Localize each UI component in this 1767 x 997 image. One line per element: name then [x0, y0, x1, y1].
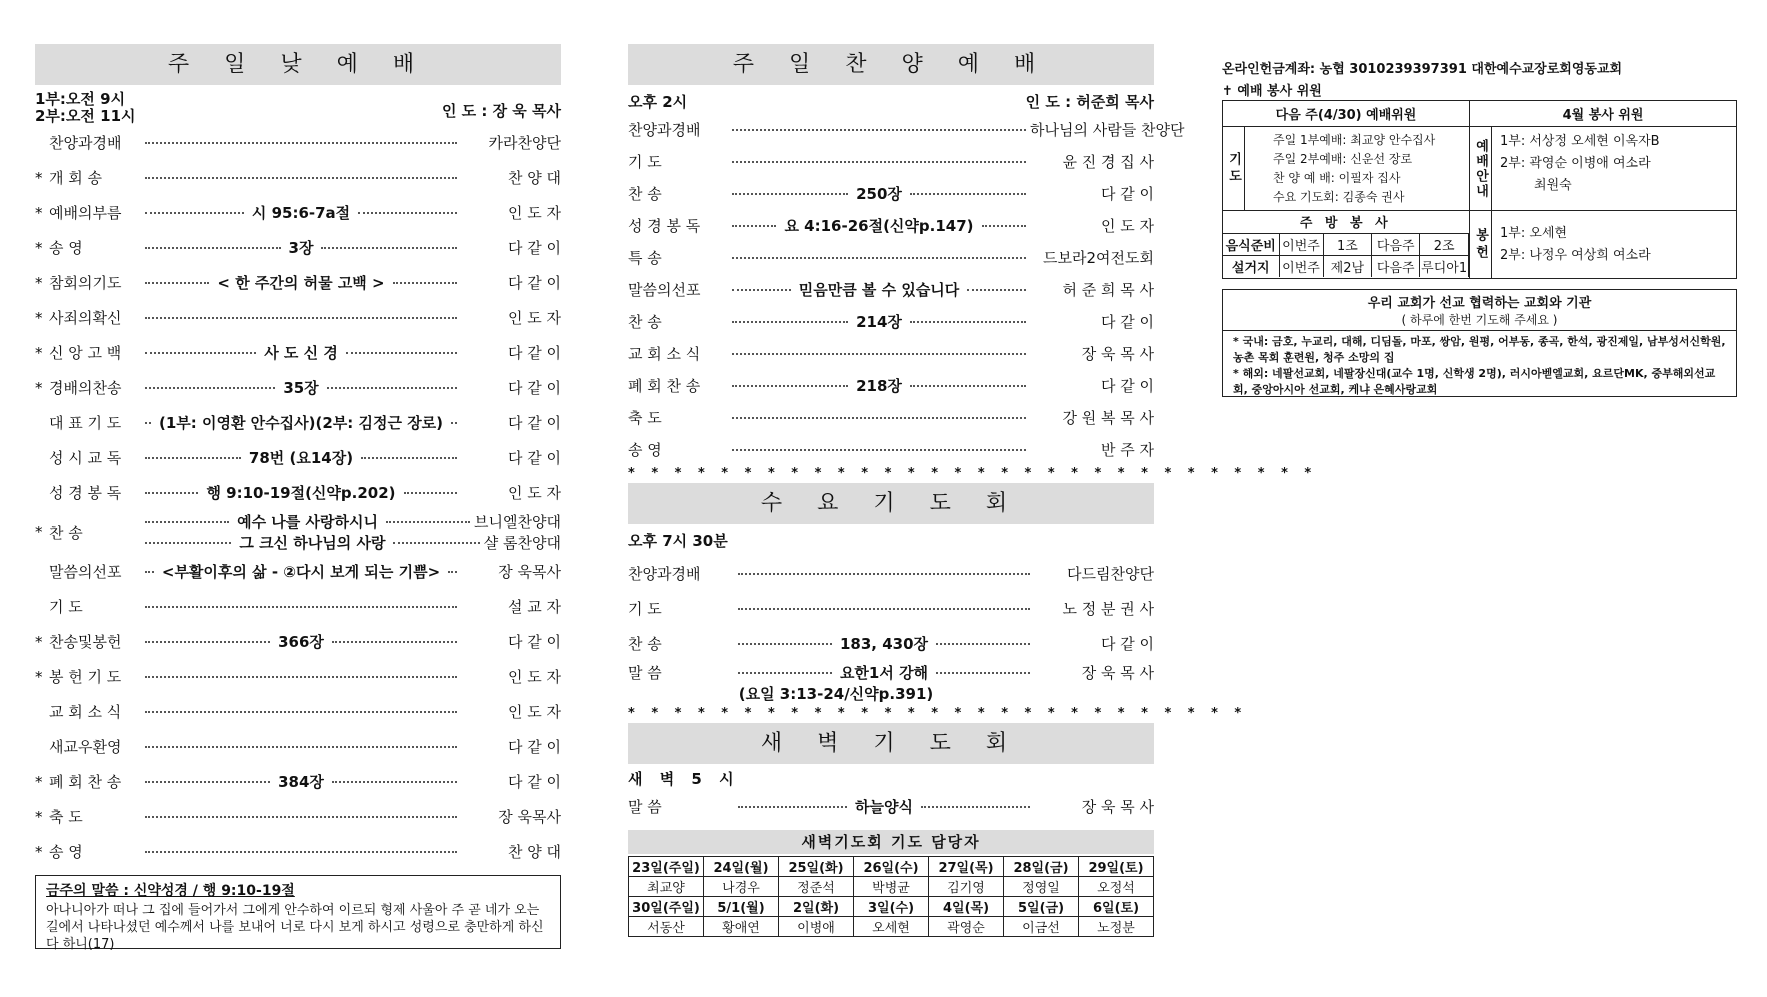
- sunday-order-item: [35, 440, 561, 475]
- order-label: 찬 송: [628, 635, 662, 653]
- order-detail: 384장: [278, 773, 324, 791]
- sunday-order-item: [35, 160, 561, 195]
- sunday-order-item: [35, 729, 561, 764]
- mission-domestic: * 국내: 금호, 누교리, 대해, 디딤돌, 마포, 쌍암, 원평, 어부동, 종곡, 한석, 광진제일, 남부성서신학원, 농촌 목회 훈련원, 청주 소망의 집: [1233, 335, 1726, 364]
- order-star: *: [35, 273, 43, 292]
- order-person: 다 같 이: [1100, 312, 1154, 331]
- order-label: 성 경 봉 독: [49, 484, 122, 502]
- praise-order-item: [628, 241, 1154, 273]
- order-person: 장 욱목사: [498, 563, 562, 581]
- sunday-service-column: [35, 44, 562, 952]
- order-person: 강 원 복 목 사: [1062, 408, 1154, 427]
- kitchen-cell-value: 루디아1: [1420, 255, 1469, 277]
- order-star: *: [35, 168, 43, 187]
- order-label: 폐 회 찬 송: [49, 773, 122, 791]
- sunday-order-item: [35, 195, 561, 230]
- praise-order-item: [628, 337, 1154, 369]
- weekly-verse-title: 금주의 말씀 : 신약성경 / 행 9:10-19절: [46, 883, 295, 899]
- dawn-time: 새 벽 5 시: [628, 770, 740, 788]
- order-person: 하나님의 사람들 찬양단: [1030, 120, 1185, 139]
- kitchen-cell-value: 1조: [1323, 233, 1372, 255]
- order-label: 성 시 교 독: [49, 449, 122, 467]
- order-person: 카라찬양단: [488, 134, 561, 152]
- order-detail: 250장: [856, 184, 902, 203]
- sunday-order-item: [35, 405, 561, 440]
- offering-account: 온라인헌금계좌: 농협 3010239397391 대한예수교장로회영동교회: [1222, 62, 1623, 77]
- order-person: 드보라2여전도회: [1043, 248, 1154, 267]
- sunday-order-item: [35, 589, 561, 624]
- kitchen-cell-value: 설거지: [1223, 255, 1279, 277]
- kitchen-title: 주 방 봉 사: [1223, 211, 1469, 233]
- dawn-name: 황애연: [704, 917, 779, 937]
- praise-order-list: [628, 113, 1185, 465]
- dawn-name: 오정석: [1079, 877, 1154, 897]
- kitchen-row: [1223, 255, 1469, 277]
- praise-order-item: [628, 177, 1154, 209]
- order-person: 다 같 이: [507, 239, 561, 257]
- dawn-days-row: [629, 857, 1154, 877]
- kitchen-cell-value: 2조: [1420, 233, 1469, 255]
- order-person: 다 같 이: [1100, 184, 1154, 203]
- service-volunteers-title: ✝ 예배 봉사 위원: [1222, 84, 1322, 99]
- sunday-time-1: 1부:오전 9시: [35, 90, 126, 108]
- order-star: *: [35, 842, 43, 861]
- choir-name-2: 샬 롬찬양대: [483, 534, 562, 552]
- guide-line: 최원숙: [1534, 178, 1572, 193]
- wednesday-sermon-label: 말 씀: [628, 663, 662, 682]
- kitchen-cell-value: 이번주: [1279, 233, 1323, 255]
- praise-service-title: 주 일 찬 양 예 배: [628, 44, 1154, 85]
- order-person: 다 같 이: [1100, 376, 1154, 395]
- praise-order-item: [628, 369, 1154, 401]
- offer-line: 1부: 오세현: [1500, 225, 1568, 241]
- dawn-day: 23일(주일): [629, 857, 704, 877]
- april-header: 4월 봉사 위원: [1470, 101, 1737, 127]
- sunday-order-item: [35, 764, 561, 799]
- order-label: 새교우환영: [49, 738, 122, 756]
- weekly-verse-text: 아나니아가 떠나 그 집에 들어가서 그에게 안수하여 이르되 형제 사울아 주 곧 네가 오는 길에서 나타나셨던 예수께서 나를 보내어 너로 다시 보게 하시고 성령으로 충만하게 하신다 하니(17): [46, 903, 544, 952]
- order-person: 반 주 자: [1100, 440, 1154, 459]
- sunday-order-item: [35, 799, 561, 834]
- order-person: 설 교 자: [507, 598, 561, 616]
- order-label: 기 도: [628, 152, 662, 171]
- wednesday-order-item: [628, 626, 1154, 661]
- order-label: 참회의기도: [49, 274, 122, 292]
- order-detail: 믿음만큼 볼 수 있습니다: [798, 280, 960, 299]
- order-label: 송 영: [49, 239, 83, 257]
- order-detail: < 한 주간의 허물 고백 >: [217, 274, 385, 292]
- order-detail: 3장: [288, 239, 314, 257]
- kitchen-table: [1223, 211, 1469, 277]
- sunday-order-item: [35, 475, 561, 510]
- prayer-line: 찬 양 예 배: 이필자 집사: [1273, 170, 1401, 185]
- info-column: [1222, 58, 1737, 397]
- offer-line: 2부: 나정우 여상희 여소라: [1500, 247, 1651, 263]
- order-label: 찬 송: [628, 184, 662, 203]
- kitchen-cell-value: 다음주: [1372, 255, 1420, 277]
- guide-line: 1부: 서상정 오세현 이옥자B: [1500, 134, 1660, 149]
- order-person: 장 욱 목 사: [1081, 344, 1154, 363]
- wednesday-order-item: [628, 591, 1154, 626]
- dawn-sermon-title: 하늘양식: [855, 797, 913, 816]
- prayer-line: 수요 기도회: 김종숙 권사: [1273, 189, 1405, 204]
- guide-list: [1492, 127, 1737, 211]
- order-star: *: [35, 772, 43, 791]
- kitchen-cell: [1223, 211, 1470, 279]
- dawn-name: 최교양: [629, 877, 704, 897]
- kitchen-cell-value: 음식준비: [1223, 233, 1279, 255]
- order-label: 대 표 기 도: [49, 414, 122, 432]
- sunday-order-item: [35, 694, 561, 729]
- order-label: 찬양과경배: [628, 120, 701, 139]
- order-star: *: [35, 203, 43, 222]
- order-person: 다 같 이: [507, 773, 561, 791]
- choir-song-2: 그 크신 하나님의 사랑: [239, 534, 386, 552]
- order-detail: 78번 (요14장): [248, 449, 354, 467]
- order-label: 경배의찬송: [49, 379, 122, 397]
- wednesday-time: 오후 7시 30분: [628, 532, 728, 550]
- praise-order-item: [628, 209, 1154, 241]
- order-star: *: [35, 667, 43, 686]
- dawn-day: 29일(토): [1079, 857, 1154, 877]
- kitchen-cell-value: 제2남: [1323, 255, 1372, 277]
- dawn-name: 이금선: [1004, 917, 1079, 937]
- dawn-name: 노정분: [1079, 917, 1154, 937]
- choir-row: [35, 510, 561, 554]
- sunday-order-item: [35, 335, 561, 370]
- order-person: 노 정 분 권 사: [1062, 600, 1154, 618]
- order-label: 찬양과경배: [49, 134, 122, 152]
- dawn-name: 김기영: [929, 877, 1004, 897]
- kitchen-cell-value: 다음주: [1372, 233, 1420, 255]
- order-detail: 183, 430장: [839, 635, 929, 653]
- praise-leader: 인 도 : 허준희 목사: [1025, 93, 1154, 111]
- sunday-order-item: [35, 554, 561, 589]
- guide-line: 2부: 곽영순 이병애 여소라: [1500, 156, 1651, 171]
- order-label: 축 도: [49, 808, 83, 826]
- sunday-order-list: [35, 125, 561, 510]
- order-person: 다 같 이: [508, 414, 562, 432]
- mission-overseas: * 해외: 네팔선교회, 네팔장신대(교수 1명, 신학생 2명), 러시아벧엘교회, 요르단MK, 중부해외선교회, 중앙아시아 선교회, 케냐 은혜사랑교회: [1233, 367, 1716, 396]
- dawn-day: 5/1(월): [704, 897, 779, 917]
- order-person: 다 같 이: [1101, 635, 1155, 653]
- dawn-sermon-row: [628, 792, 1154, 820]
- sunday-order-item: [35, 300, 561, 335]
- choir-song-1: 예수 나를 사랑하시니: [237, 513, 378, 531]
- order-detail: 366장: [278, 633, 324, 651]
- order-label: 송 영: [628, 440, 662, 459]
- praise-order-item: [628, 113, 1185, 145]
- order-star: *: [35, 807, 43, 826]
- kitchen-row: [1223, 233, 1469, 255]
- dawn-day: 6일(토): [1079, 897, 1154, 917]
- order-label: 찬양과경배: [628, 565, 701, 583]
- order-star: *: [35, 238, 43, 257]
- wednesday-sermon-row: [628, 661, 1154, 683]
- wednesday-sermon-ref: (요일 3:13-24/신약p.391): [738, 685, 934, 703]
- dawn-day: 28일(금): [1004, 857, 1079, 877]
- sunday-service-title: 주 일 낮 예 배: [35, 44, 561, 85]
- order-person: 다드림찬양단: [1067, 565, 1154, 583]
- dawn-table-title: 새벽기도회 기도 담당자: [628, 830, 1154, 854]
- order-detail: <부활이후의 삶 - ②다시 보게 되는 기쁨>: [161, 563, 441, 581]
- dawn-name: 서동산: [629, 917, 704, 937]
- prayer-list: [1245, 127, 1470, 211]
- order-label: 성 경 봉 독: [628, 216, 701, 235]
- dawn-name: 정준석: [779, 877, 854, 897]
- dawn-names-row: [629, 877, 1154, 897]
- order-person: 다 같 이: [507, 633, 561, 651]
- dawn-name: 정영일: [1004, 877, 1079, 897]
- mission-title: 우리 교회가 선교 협력하는 교회와 기관: [1367, 296, 1592, 311]
- dawn-name: 곽영순: [929, 917, 1004, 937]
- order-label: 기 도: [49, 598, 83, 616]
- order-person: 다 같 이: [507, 379, 561, 397]
- sunday-order-list-2: [35, 554, 561, 869]
- wednesday-order-list: [628, 556, 1154, 661]
- order-detail: 시 95:6-7a절: [251, 204, 351, 222]
- order-person: 인 도 자: [507, 668, 561, 686]
- order-label: 교 회 소 식: [49, 703, 122, 721]
- order-label: 말씀의선포: [628, 280, 701, 299]
- praise-order-item: [628, 401, 1154, 433]
- order-label: 기 도: [628, 600, 662, 618]
- sunday-leader: 인 도 : 장 욱 목사: [441, 102, 561, 120]
- dawn-name: 나경우: [704, 877, 779, 897]
- order-person: 다 같 이: [507, 738, 561, 756]
- order-person: 허 준 희 목 사: [1062, 280, 1155, 299]
- wednesday-divider: * * * * * * * * * * * * * * * * * * * * * * * * * * *: [628, 706, 1248, 721]
- order-detail: 214장: [856, 312, 902, 331]
- wednesday-sermon-speaker: 장 욱 목 사: [1081, 663, 1154, 682]
- order-label: 송 영: [49, 843, 83, 861]
- choir-name-1: 브니엘찬양대: [474, 513, 561, 531]
- order-detail: 사 도 신 경: [264, 344, 338, 362]
- praise-time: 오후 2시: [628, 93, 688, 111]
- dawn-names-row: [629, 917, 1154, 937]
- offer-label: 봉헌: [1470, 211, 1492, 279]
- service-volunteers-table: [1222, 100, 1737, 279]
- dawn-day: 4일(목): [929, 897, 1004, 917]
- dawn-day: 30일(주일): [629, 897, 704, 917]
- order-person: 인 도 자: [507, 484, 561, 502]
- order-star: *: [35, 308, 43, 327]
- sunday-order-item: [35, 659, 561, 694]
- dawn-name: 박병균: [854, 877, 929, 897]
- dawn-day: 25일(화): [779, 857, 854, 877]
- sunday-order-item: [35, 834, 561, 869]
- choir-label: 찬 송: [49, 523, 83, 542]
- prayer-line: 주일 2부예배: 신운선 장로: [1273, 151, 1413, 166]
- order-label: 폐 회 찬 송: [628, 376, 701, 395]
- dawn-prayer-table: [628, 856, 1154, 937]
- order-person: 인 도 자: [507, 703, 561, 721]
- praise-order-item: [628, 273, 1154, 305]
- prayer-label: 기도: [1223, 127, 1245, 211]
- order-label: 말씀의선포: [49, 563, 122, 581]
- order-label: 특 송: [628, 248, 662, 267]
- order-label: 축 도: [628, 408, 662, 427]
- dawn-name: 오세현: [854, 917, 929, 937]
- order-label: 교 회 소 식: [628, 344, 701, 363]
- order-label: 사죄의확신: [49, 309, 122, 327]
- order-star: *: [35, 343, 43, 362]
- dawn-sermon-speaker: 장 욱 목 사: [1081, 797, 1154, 816]
- next-week-header: 다음 주(4/30) 예배위원: [1223, 101, 1470, 127]
- praise-order-item: [628, 145, 1154, 177]
- choir-star: *: [35, 523, 43, 541]
- prayer-line: 주일 1부예배: 최교양 안수집사: [1273, 132, 1436, 147]
- sunday-order-item: [35, 370, 561, 405]
- dawn-day: 27일(목): [929, 857, 1004, 877]
- order-star: *: [35, 632, 43, 651]
- dawn-day: 3일(수): [854, 897, 929, 917]
- order-person: 장 욱목사: [498, 808, 561, 826]
- weekly-verse-box: [35, 875, 561, 952]
- order-person: 찬 양 대: [507, 843, 561, 861]
- order-label: 봉 헌 기 도: [49, 668, 122, 686]
- praise-order-item: [628, 433, 1154, 465]
- praise-order-item: [628, 305, 1154, 337]
- order-detail: 218장: [856, 376, 902, 395]
- sunday-order-item: [35, 125, 561, 160]
- dawn-day: 5일(금): [1004, 897, 1079, 917]
- order-detail: 35장: [283, 379, 319, 397]
- order-detail: 행 9:10-19절(신약p.202): [206, 484, 396, 502]
- wednesday-title: 수 요 기 도 회: [628, 483, 1154, 524]
- dawn-day: 2일(화): [779, 897, 854, 917]
- order-person: 인 도 자: [1100, 216, 1154, 235]
- dawn-day: 24일(월): [704, 857, 779, 877]
- order-person: 찬 양 대: [507, 169, 561, 187]
- order-label: 개 회 송: [49, 169, 103, 187]
- praise-divider: * * * * * * * * * * * * * * * * * * * * * * * * * * * * * *: [628, 466, 1318, 481]
- order-label: 신 앙 고 백: [49, 344, 122, 362]
- order-person: 다 같 이: [507, 449, 561, 467]
- order-person: 인 도 자: [507, 309, 561, 327]
- order-person: 인 도 자: [508, 204, 562, 222]
- kitchen-cell-value: 이번주: [1279, 255, 1323, 277]
- guide-label: 예배안내: [1470, 127, 1492, 211]
- order-star: *: [35, 378, 43, 397]
- order-person: 다 같 이: [508, 274, 562, 292]
- dawn-name: 이병애: [779, 917, 854, 937]
- order-person: 윤 진 경 집 사: [1062, 152, 1154, 171]
- order-label: 예배의부름: [49, 204, 122, 222]
- sunday-order-item: [35, 230, 561, 265]
- wednesday-sermon-title: 요한1서 강해: [839, 663, 929, 682]
- sunday-time-2: 2부:오전 11시: [35, 107, 136, 125]
- mission-box: [1222, 289, 1737, 397]
- dawn-title: 새 벽 기 도 회: [628, 723, 1154, 764]
- order-detail: 요 4:16-26절(신약p.147): [784, 216, 974, 235]
- order-person: 다 같 이: [508, 344, 562, 362]
- dawn-day: 26일(수): [854, 857, 929, 877]
- order-label: 찬 송: [628, 312, 662, 331]
- wednesday-order-item: [628, 556, 1154, 591]
- order-detail: (1부: 이영환 안수집사)(2부: 김정근 장로): [158, 414, 444, 432]
- offer-list: [1492, 211, 1737, 279]
- order-label: 찬송및봉헌: [49, 633, 122, 651]
- sunday-order-item: [35, 624, 561, 659]
- dawn-days-row: [629, 897, 1154, 917]
- sunday-order-item: [35, 265, 561, 300]
- mission-subtitle: ( 하루에 한번 기도해 주세요 ): [1223, 311, 1736, 331]
- dawn-sermon-label: 말 씀: [628, 797, 662, 816]
